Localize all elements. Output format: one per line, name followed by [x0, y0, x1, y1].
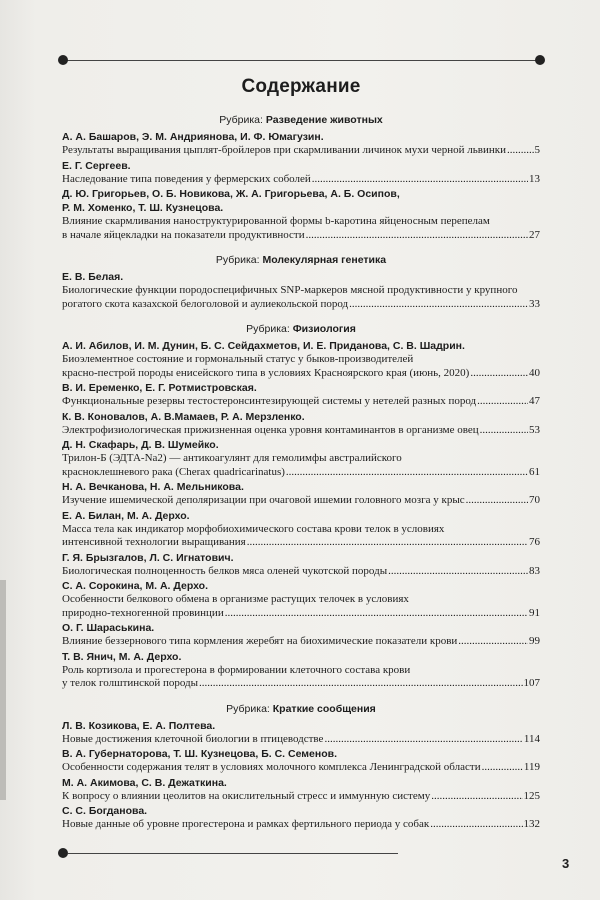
dot-leader: [312, 173, 528, 187]
entry-page-number[interactable]: 132: [523, 818, 540, 830]
dot-leader: [466, 494, 528, 508]
entry-title: красно-пестрой породы енисейского типа в условиях Красноярского края (июнь, 2020): [62, 366, 470, 379]
entry-page-number[interactable]: 5: [534, 144, 540, 156]
entry-title: Изучение ишемической деполяризации при очаговой ишемии головного мозга у крыс: [62, 494, 465, 506]
entry-title-line: Масса тела как индикатор морфобиохимического состава крови телок в условиях: [62, 522, 445, 535]
dot-leader: [306, 229, 528, 243]
dot-leader: [458, 635, 528, 649]
entry-authors: С. А. Сорокина, М. А. Дерхо.: [62, 580, 209, 592]
entry-title-line: [62, 466, 540, 480]
dot-leader: [482, 761, 523, 775]
entry-title-line: Биологические функции породоспецифичных SNP-маркеров мясной продуктивности у крупного: [62, 284, 518, 296]
entry-page-number[interactable]: 40: [529, 366, 540, 379]
entry-authors: Т. В. Янич, М. А. Дерхо.: [62, 650, 182, 663]
entry-title-line: Влияние скармливания наноструктурированной формы b-каротина яйценосным перепелам: [62, 215, 490, 227]
entry-title-line: [62, 395, 540, 409]
entry-title-line: [62, 367, 540, 381]
entry-page-number[interactable]: 83: [529, 564, 540, 577]
rubric-name: Разведение животных: [265, 114, 383, 126]
top-left-dot: [58, 55, 68, 65]
dot-leader: [324, 733, 522, 747]
entry-title-line: [62, 733, 540, 747]
top-rule: [60, 60, 540, 61]
entry-page-number[interactable]: 76: [529, 536, 540, 548]
entry-title-line: [62, 298, 540, 312]
dot-leader: [477, 395, 528, 409]
entry-authors: О. Г. Шараськина.: [62, 622, 155, 634]
entry-title: природно-техногенной провинции: [62, 606, 224, 619]
dot-leader: [199, 677, 522, 691]
entry-title-line: [62, 173, 540, 187]
dot-leader: [349, 298, 528, 312]
rubric-prefix: Рубрика:: [226, 702, 270, 715]
entry-authors: С. С. Богданова.: [62, 805, 148, 817]
entry-page-number[interactable]: 27: [529, 228, 540, 241]
toc-entry[interactable]: [62, 650, 540, 691]
entry-title-line: [62, 144, 540, 158]
rubric-name: Краткие сообщения: [272, 702, 376, 715]
page-title: Содержание: [241, 76, 361, 97]
toc-sections: [62, 114, 540, 832]
entry-title-line: [62, 607, 540, 621]
page-edge-shadow: [0, 580, 6, 800]
rubric-heading: [62, 114, 540, 126]
entry-title-line: [62, 761, 540, 775]
rubric-heading: [62, 254, 540, 266]
entry-title: Наследование типа поведения у фермерских соболей: [62, 172, 311, 185]
toc-entry[interactable]: [62, 579, 540, 620]
entry-page-number[interactable]: 70: [529, 494, 540, 506]
page-number: 3: [562, 856, 570, 871]
entry-page-number[interactable]: 53: [529, 423, 540, 436]
entry-title: Результаты выращивания цыплят-бройлеров при скармливании личинок мухи черной львинки: [62, 144, 507, 156]
toc-entry[interactable]: [62, 339, 540, 380]
entry-title-line: [62, 229, 540, 243]
entry-authors: Л. В. Козикова, Е. А. Полтева.: [62, 719, 216, 732]
entry-authors: Е. В. Белая.: [62, 271, 124, 283]
dot-leader: [430, 818, 522, 832]
entry-page-number[interactable]: 99: [529, 635, 540, 647]
toc-entry[interactable]: [62, 410, 540, 438]
entry-authors: А. А. Башаров, Э. М. Андриянова, И. Ф. Юмагузин.: [62, 131, 324, 143]
entry-title: Функциональные резервы тестостеронсинтезирующей системы у нетелей разных пород: [62, 395, 477, 407]
toc-section: [62, 703, 540, 832]
rubric-heading: [62, 323, 540, 335]
toc-entry[interactable]: [62, 130, 540, 158]
entry-title: рогатого скота казахской белоголовой и аулиекольской пород: [62, 297, 349, 310]
entry-authors: Д. Н. Скафарь, Д. В. Шумейко.: [62, 439, 219, 451]
entry-title-line: Биоэлементное состояние и гормональный статус у быков-производителей: [62, 353, 414, 365]
toc-entry[interactable]: [62, 804, 540, 832]
dot-leader: [388, 565, 528, 579]
entry-title: Влияние беззернового типа кормления жеребят на биохимические показатели крови: [62, 635, 458, 647]
entry-title: интенсивной технологии выращивания: [62, 536, 246, 548]
entry-title-line: [62, 536, 540, 550]
toc-section: [62, 114, 540, 242]
dot-leader: [286, 466, 528, 480]
entry-title: К вопросу о влиянии цеолитов на окислительный стресс и иммунную систему: [62, 789, 431, 802]
entry-authors: Р. М. Хоменко, Т. Ш. Кузнецова.: [62, 202, 224, 214]
entry-title-line: [62, 494, 540, 508]
dot-leader: [247, 536, 528, 550]
entry-page-number[interactable]: 91: [529, 606, 540, 619]
bottom-left-dot: [58, 848, 68, 858]
dot-leader: [480, 424, 528, 438]
entry-authors: Е. Г. Сергеев.: [62, 159, 131, 172]
toc-entry[interactable]: [62, 747, 540, 775]
toc-entry[interactable]: [62, 621, 540, 649]
rubric-prefix: Рубрика:: [246, 323, 290, 335]
rubric-name: Молекулярная генетика: [262, 254, 387, 266]
dot-leader: [225, 607, 528, 621]
entry-page-number[interactable]: 114: [523, 732, 540, 745]
entry-title-line: [62, 818, 540, 832]
rubric-prefix: Рубрика:: [215, 254, 260, 266]
entry-title: Особенности содержания телят в условиях молочного комплекса Ленинградской области: [62, 761, 481, 773]
entry-title: красноклешневого рака (Cherax quadricarinatus): [62, 465, 285, 478]
entry-title: Биологическая полноценность белков мяса оленей чукотской породы: [62, 564, 388, 577]
entry-title: у телок голштинской породы: [62, 677, 199, 689]
toc-section: [62, 254, 540, 311]
entry-authors: В. А. Губернаторова, Т. Ш. Кузнецова, Б. С. Семенов.: [62, 748, 338, 760]
entry-authors: В. И. Еременко, Е. Г. Ротмистровская.: [62, 382, 257, 394]
toc-entry[interactable]: [62, 381, 540, 409]
bottom-rule: [68, 853, 398, 854]
entry-title: Электрофизиологическая прижизненная оценка уровня контаминантов в организме овец: [62, 423, 479, 436]
entry-authors: М. А. Акимова, С. В. Дежаткина.: [62, 776, 227, 789]
dot-leader: [431, 790, 522, 804]
entry-page-number[interactable]: 125: [523, 789, 540, 802]
top-right-dot: [535, 55, 545, 65]
entry-title-line: Особенности белкового обмена в организме растущих телочек в условиях: [62, 593, 409, 605]
rubric-prefix: Рубрика:: [219, 114, 263, 126]
toc-entry[interactable]: [62, 480, 540, 508]
toc-entry[interactable]: [62, 509, 540, 550]
dot-leader: [507, 144, 533, 158]
entry-page-number[interactable]: 61: [529, 465, 540, 478]
entry-authors: Г. Я. Брызгалов, Л. С. Игнатович.: [62, 551, 234, 564]
toc-entry[interactable]: [62, 551, 540, 579]
entry-page-number[interactable]: 107: [523, 677, 540, 689]
rubric-name: Физиология: [292, 323, 356, 335]
entry-authors: А. И. Абилов, И. М. Дунин, Б. С. Сейдахметов, И. Е. Приданова, С. В. Шадрин.: [62, 340, 465, 352]
entry-title-line: [62, 635, 540, 649]
entry-title-line: Роль кортизола и прогестерона в формировании клеточного состава крови: [62, 663, 411, 676]
dot-leader: [470, 367, 528, 381]
entry-title-line: Трилон-Б (ЭДТА-Na2) — антикоагулянт для гемолимфы австралийского: [62, 452, 402, 464]
entry-page-number[interactable]: 47: [529, 395, 540, 407]
entry-page-number[interactable]: 33: [529, 297, 540, 310]
entry-title-line: [62, 424, 540, 438]
entry-page-number[interactable]: 13: [529, 172, 540, 185]
entry-title-line: [62, 565, 540, 579]
entry-title: Новые достижения клеточной биологии в птицеводстве: [62, 732, 324, 745]
toc-entry[interactable]: [62, 270, 540, 311]
toc-section: [62, 323, 540, 691]
entry-authors: Н. А. Вечканова, Н. А. Мельникова.: [62, 481, 244, 493]
toc-entry[interactable]: [62, 159, 540, 187]
entry-authors: Д. Ю. Григорьев, О. Б. Новикова, Ж. А. Григорьева, А. Б. Осипов,: [62, 188, 400, 200]
toc-entry[interactable]: [62, 719, 540, 747]
entry-title: Новые данные об уровне прогестерона и рамках фертильного периода у собак: [62, 818, 430, 830]
entry-authors: Е. А. Билан, М. А. Дерхо.: [62, 509, 190, 522]
entry-authors: К. В. Коновалов, А. В.Мамаев, Р. А. Мерзленко.: [62, 410, 305, 423]
entry-title-line: [62, 790, 540, 804]
rubric-heading: [62, 703, 540, 715]
entry-title: в начале яйцекладки на показатели продуктивности: [62, 228, 305, 241]
entry-title-line: [62, 677, 540, 691]
toc: [62, 76, 540, 844]
toc-entry[interactable]: [62, 438, 540, 479]
entry-page-number[interactable]: 119: [523, 761, 540, 773]
toc-entry[interactable]: [62, 776, 540, 804]
toc-entry[interactable]: [62, 187, 540, 242]
